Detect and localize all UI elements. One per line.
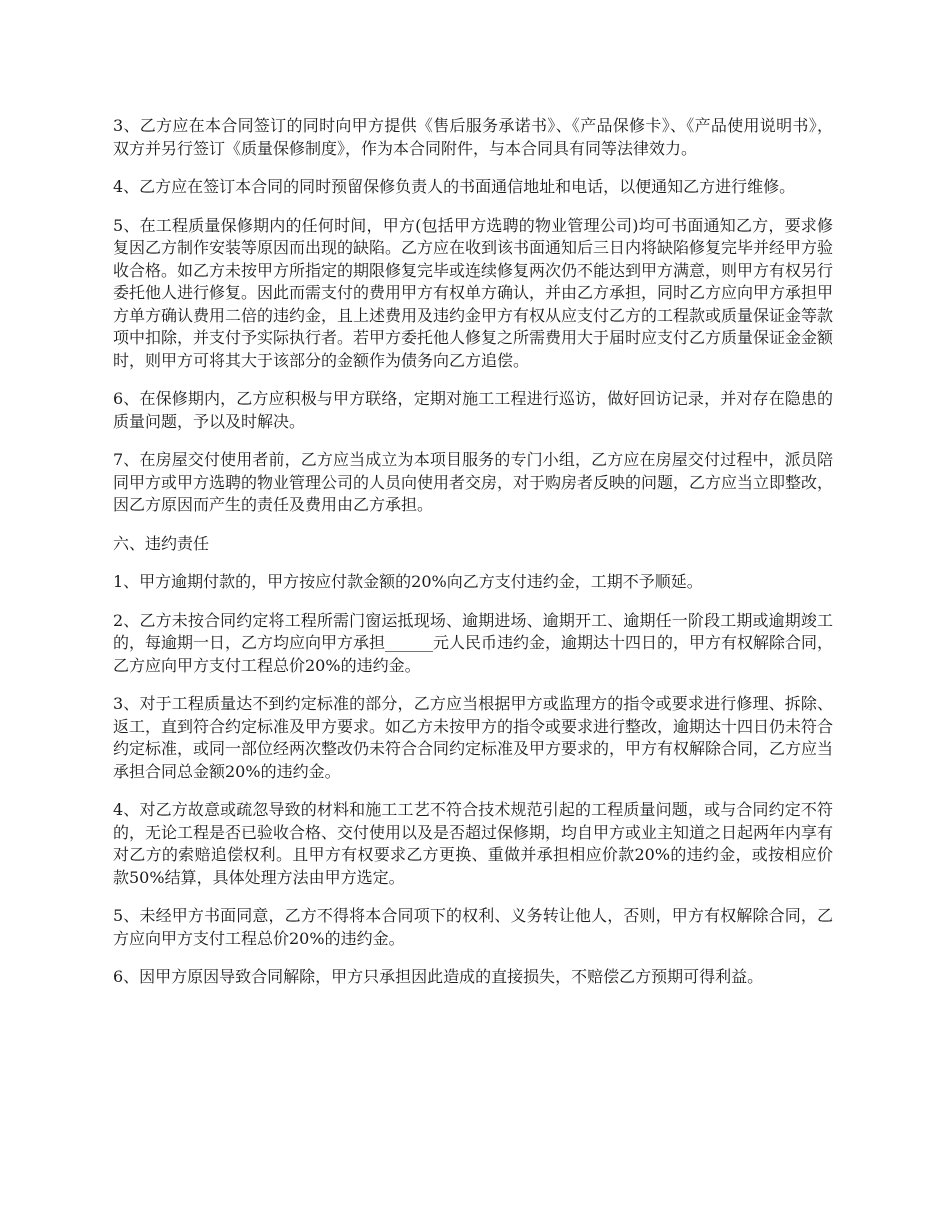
- breach-clause-4-material-defects: 4、对乙方故意或疏忽导致的材料和施工工艺不符合技术规范引起的工程质量问题，或与合同约定不符的，无论工程是否已验收合格、交付使用以及是否超过保修期，均自甲方或业主知道之日起两年内享有对乙方的索赔追偿权利。且甲方有权要求乙方更换、重做并承担相应价款20%的违约金，或按相应价款50%结算，具体处理方法由甲方选定。: [113, 800, 834, 887]
- document-page: [113, 115, 833, 1005]
- breach-clause-5-assignment: 5、未经甲方书面同意，乙方不得将本合同项下的权利、义务转让他人，否则，甲方有权解除合同，乙方应向甲方支付工程总价20%的违约金。: [113, 906, 833, 948]
- breach-clause-6-termination: 6、因甲方原因导致合同解除，甲方只承担因此造成的直接损失，不赔偿乙方预期可得利益。: [113, 967, 764, 986]
- breach-clause-1-late-payment: 1、甲方逾期付款的，甲方按应付款金额的20%向乙方支付违约金，工期不予顺延。: [113, 572, 703, 591]
- breach-clause-2-delay: 2、乙方未按合同约定将工程所需门窗运抵现场、逾期进场、逾期开工、逾期任一阶段工期或逾期竣工的，每逾期一日，乙方均应向甲方承担______元人民币违约金，逾期达十四日的，甲方有权解除合同，乙方应向甲方支付工程总价20%的违约金。: [113, 610, 834, 675]
- section-heading-breach-liability: 六、违约责任: [113, 533, 210, 553]
- clause-4-warranty-contact: 4、乙方应在签订本合同的同时预留保修负责人的书面通信地址和电话，以便通知乙方进行维修。: [113, 177, 796, 196]
- clause-3-after-sales-documents: 3、乙方应在本合同签订的同时向甲方提供《售后服务承诺书》、《产品保修卡》、《产品使用说明书》，双方并另行签订《质量保修制度》，作为本合同附件，与本合同具有同等法律效力。: [113, 116, 833, 158]
- clause-5-defect-repair: 5、在工程质量保修期内的任何时间，甲方(包括甲方选聘的物业管理公司)均可书面通知乙方，要求修复因乙方制作安装等原因而出现的缺陷。乙方应在收到该书面通知后三日内将缺陷修复完毕并经甲方验收合格。如乙方未按甲方所指定的期限修复完毕或连续修复两次仍不能达到甲方满意，则甲方有权另行委托他人进行修复。因此而需支付的费用甲方有权单方确认，并由乙方承担，同时乙方应向甲方承担甲方单方确认费用二倍的违约金，且上述费用及违约金甲方有权从应支付乙方的工程款或质量保证金等款项中扣除，并支付予实际执行者。若甲方委托他人修复之所需费用大于届时应支付乙方质量保证金金额时，则甲方可将其大于该部分的金额作为债务向乙方追偿。: [113, 215, 834, 370]
- breach-clause-3-quality-standard: 3、对于工程质量达不到约定标准的部分，乙方应当根据甲方或监理方的指令或要求进行修理、拆除、返工，直到符合约定标准及甲方要求。如乙方未按甲方的指令或要求进行整改，逾期达十四日仍未符合约定标准，或同一部位经两次整改仍未符合合同约定标准及甲方要求的，甲方有权解除合同，乙方应当承担合同总金额20%的违约金。: [113, 694, 834, 781]
- clause-6-periodic-inspection: 6、在保修期内，乙方应积极与甲方联络，定期对施工工程进行巡访，做好回访记录，并对存在隐患的质量问题，予以及时解决。: [113, 389, 833, 431]
- clause-7-handover-team: 7、在房屋交付使用者前，乙方应当成立为本项目服务的专门小组，乙方应在房屋交付过程中，派员陪同甲方或甲方选聘的物业管理公司的人员向使用者交房，对于购房者反映的问题，乙方应当立即整改，因乙方原因而产生的责任及费用由乙方承担。: [113, 450, 834, 514]
